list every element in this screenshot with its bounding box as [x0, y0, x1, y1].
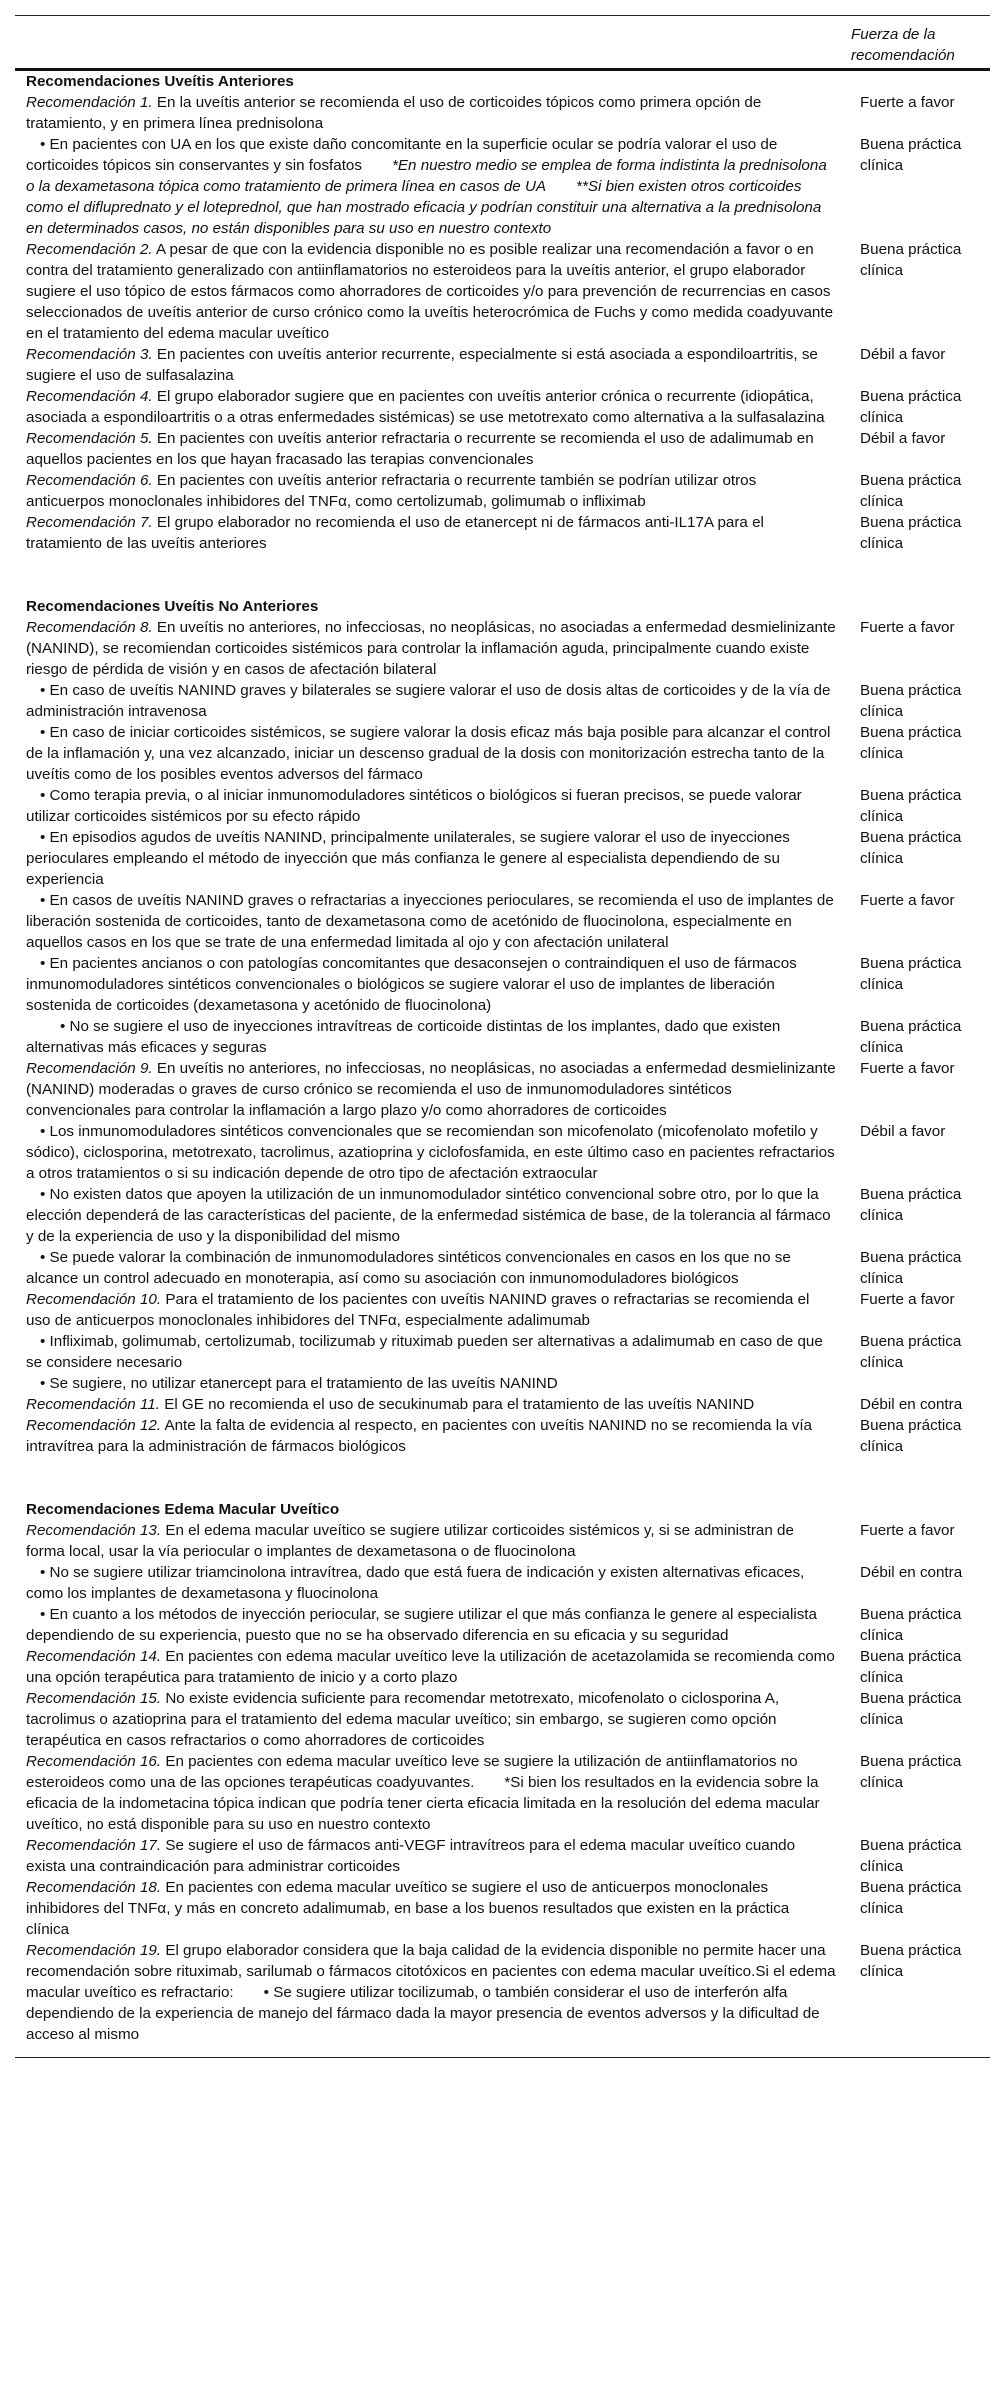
- bullet-row: [15, 1184, 990, 1247]
- bullet-row: [15, 827, 990, 890]
- strength-cell: [850, 1373, 990, 1394]
- bullet-row: [15, 890, 990, 953]
- spacer-row: [15, 554, 990, 596]
- recommendation-row: [15, 1940, 990, 2045]
- recommendation-row: [15, 1646, 990, 1688]
- recommendation-label: Recomendación 1.: [26, 94, 153, 111]
- strength-cell: Buena práctica clínica: [860, 1417, 962, 1455]
- strength-cell: Débil a favor: [860, 346, 946, 363]
- recommendation-row: [15, 1394, 990, 1415]
- strength-cell: Fuerte a favor: [860, 1060, 955, 1077]
- recommendation-label: Recomendación 4.: [26, 388, 153, 405]
- recommendation-label: Recomendación 5.: [26, 430, 153, 447]
- recommendation-text-cell: [15, 890, 850, 953]
- recommendation-text-cell: [15, 1940, 850, 2045]
- section-heading-row: [15, 596, 990, 617]
- recommendation-row: [15, 617, 990, 680]
- strength-cell: Débil en contra: [860, 1396, 963, 1413]
- recommendation-text-cell: [15, 722, 850, 785]
- strength-cell: Buena práctica clínica: [860, 1249, 962, 1287]
- recommendation-text: • Como terapia previa, o al iniciar inmunomoduladores sintéticos o biológicos si fueran precisos, se puede valorar utilizar corticoides sistémicos por su efecto rápido: [26, 787, 802, 825]
- recommendation-text: El grupo elaborador considera que la baja calidad de la evidencia disponible no permite hacer una recomendación sobre rituximab, sarilumab o fármacos citotóxicos en pacientes con edema macular uveítico.Si el edema macular uveítico es refractario:: [26, 1942, 836, 2001]
- strength-cell: Buena práctica clínica: [860, 682, 962, 720]
- bullet-row: [15, 1562, 990, 1604]
- recommendation-text-cell: [15, 827, 850, 890]
- recommendation-label: Recomendación 8.: [26, 619, 153, 636]
- strength-cell: Buena práctica clínica: [860, 241, 962, 279]
- recommendation-text: • Infliximab, golimumab, certolizumab, tocilizumab y rituximab pueden ser alternativas a adalimumab en caso de que se considere necesario: [26, 1333, 823, 1371]
- table-bottom-rule: [15, 2057, 990, 2058]
- recommendation-text: En pacientes con edema macular uveítico leve la utilización de acetazolamida se recomienda como una opción terapéutica para tratamiento de inicio y a corto plazo: [26, 1648, 835, 1686]
- recommendation-note: *En nuestro medio se emplea de forma indistinta la prednisolona o la dexametasona tópica como tratamiento de primera línea en casos de UA: [26, 157, 827, 195]
- strength-cell: Buena práctica clínica: [860, 1606, 962, 1644]
- recommendation-text-cell: [15, 1058, 850, 1121]
- recommendation-text: El grupo elaborador no recomienda el uso de etanercept ni de fármacos anti-IL17A para el tratamiento de las uveítis anteriores: [26, 514, 764, 552]
- strength-cell: Buena práctica clínica: [860, 787, 962, 825]
- recommendation-label: Recomendación 2.: [26, 241, 153, 258]
- recommendation-text-cell: [15, 1646, 850, 1688]
- strength-cell: Buena práctica clínica: [860, 1690, 962, 1728]
- bullet-row: [15, 785, 990, 827]
- recommendation-label: Recomendación 12.: [26, 1417, 162, 1434]
- recommendation-label: Recomendación 11.: [26, 1396, 160, 1413]
- bullet-row: [15, 680, 990, 722]
- strength-cell: Fuerte a favor: [860, 892, 955, 909]
- recommendation-row: [15, 344, 990, 386]
- strength-cell: Fuerte a favor: [860, 1522, 955, 1539]
- recommendation-text: • No se sugiere utilizar triamcinolona intravítrea, dado que está fuera de indicación y existen alternativas eficaces, como los implantes de dexametasona y fluocinolona: [26, 1564, 805, 1602]
- recommendation-text: Para el tratamiento de los pacientes con uveítis NANIND graves o refractarias se recomienda el uso de anticuerpos monoclonales inhibidores del TNFα, especialmente adalimumab: [26, 1291, 810, 1329]
- section-heading: Recomendaciones Uveítis No Anteriores: [26, 598, 319, 615]
- strength-cell: [850, 1499, 990, 1520]
- table-body: [15, 71, 990, 2045]
- recommendation-text-cell: [15, 512, 850, 554]
- recommendation-text-cell: [15, 785, 850, 827]
- recommendation-text: A pesar de que con la evidencia disponible no es posible realizar una recomendación a favor o en contra del tratamiento generalizado con antiinflamatorios no esteroideos para la uveítis anterior, el grupo elaborador sugiere el uso tópico de estos fármacos como ahorradores de corticoides y/o para prevención de recurrencias en casos seleccionados de uveítis anterior de curso crónico como la uveítis heterocrómica de Fuchs y como medida coadyuvante en el tratamiento del edema macular uveítico: [26, 241, 834, 342]
- recommendation-text: • En caso de iniciar corticoides sistémicos, se sugiere valorar la dosis eficaz más baja posible para alcanzar el control de la inflamación y, una vez alcanzado, iniciar un descenso gradual de la dosis con monitorización estrecha tanto de la uveítis como de los posibles eventos adversos del fármaco: [26, 724, 831, 783]
- recommendation-text: En uveítis no anteriores, no infecciosas, no neoplásicas, no asociadas a enfermedad desmielinizante (NANIND), se recomiendan corticoides sistémicos para controlar la inflamación aguda, principalmente cuando existe riesgo de pérdida de visión y en casos de afectación bilateral: [26, 619, 836, 678]
- recommendation-note: *Si bien los resultados en la evidencia sobre la eficacia de la indometacina tópica indican que podría tener cierta eficacia limitada en la resolución del edema macular uveítico, no está disponible para su uso en nuestro contexto: [26, 1774, 820, 1833]
- recommendation-note: **Si bien existen otros corticoides como el difluprednato y el loteprednol, que han mostrado eficacia y podrían constituir una alternativa a la prednisolona en determinados casos, no están disponibles para su uso en nuestro contexto: [26, 178, 822, 237]
- recommendation-label: Recomendación 7.: [26, 514, 153, 531]
- recommendation-text: No existe evidencia suficiente para recomendar metotrexato, micofenolato o ciclosporina A, tacrolimus o azatioprina para el tratamiento del edema macular uveítico; sin embargo, se sugieren como opción terapéutica en casos refractarios o como ahorradores de corticoides: [26, 1690, 780, 1749]
- recommendation-text-cell: [15, 1499, 850, 1520]
- recommendation-text-cell: [15, 1877, 850, 1940]
- recommendation-label: Recomendación 9.: [26, 1060, 153, 1077]
- recommendation-label: Recomendación 13.: [26, 1522, 162, 1539]
- recommendation-row: [15, 1835, 990, 1877]
- table-header: [15, 16, 990, 71]
- recommendation-text: En la uveítis anterior se recomienda el uso de corticoides tópicos como primera opción de tratamiento, y en primera línea prednisolona: [26, 94, 762, 132]
- recommendation-text: • En casos de uveítis NANIND graves o refractarias a inyecciones perioculares, se recomienda el uso de implantes de liberación sostenida de corticoides, tanto de dexametasona como de acetónido de fluocinolona, especialmente en aquellos casos en los que se trate de una enfermedad limitada al ojo y con afectación unilateral: [26, 892, 834, 951]
- recommendation-text: • No existen datos que apoyen la utilización de un inmunomodulador sintético convencional sobre otro, por lo que la elección dependerá de las características del paciente, de la enfermedad sistémica de base, de la tolerancia al fármaco y de la experiencia de uso y la disponibilidad del mismo: [26, 1186, 831, 1245]
- recommendation-row: [15, 386, 990, 428]
- strength-cell: Buena práctica clínica: [860, 1837, 962, 1875]
- strength-cell: Buena práctica clínica: [860, 1753, 962, 1791]
- recommendation-text-cell: [15, 596, 850, 617]
- recommendation-row: [15, 1058, 990, 1121]
- recommendation-text: En el edema macular uveítico se sugiere utilizar corticoides sistémicos y, si se administran de forma local, usar la vía periocular o implantes de dexametasona o de fluocinolona: [26, 1522, 794, 1560]
- strength-cell: Buena práctica clínica: [860, 1648, 962, 1686]
- recommendation-text-cell: [15, 428, 850, 470]
- strength-cell: Buena práctica clínica: [860, 724, 962, 762]
- bullet-row: [15, 722, 990, 785]
- bullet-row: [15, 953, 990, 1016]
- strength-cell: Buena práctica clínica: [860, 1018, 962, 1056]
- recommendation-text-cell: [15, 1835, 850, 1877]
- recommendation-text: • En episodios agudos de uveítis NANIND, principalmente unilaterales, se sugiere valorar el uso de inyecciones perioculares empleando el método de inyección que más confianza le genere al especialista dependiendo de su experiencia: [26, 829, 790, 888]
- recommendation-text-cell: [15, 1016, 850, 1058]
- recommendation-row: [15, 1751, 990, 1835]
- strength-cell: Buena práctica clínica: [860, 514, 962, 552]
- recommendation-text-cell: [15, 1520, 850, 1562]
- strength-cell: Buena práctica clínica: [860, 1879, 962, 1917]
- strength-cell: Buena práctica clínica: [860, 136, 962, 174]
- recommendation-text-cell: [15, 1562, 850, 1604]
- section-heading: Recomendaciones Uveítis Anteriores: [26, 73, 294, 90]
- bullet-row: [15, 1247, 990, 1289]
- recommendation-text: El grupo elaborador sugiere que en pacientes con uveítis anterior crónica o recurrente (idiopática, asociada a espondiloartritis o a otras enfermedades sistémicas) se use metotrexato como alternativa a la sulfasalazina: [26, 388, 825, 426]
- strength-cell: Buena práctica clínica: [860, 1333, 962, 1371]
- strength-cell: Buena práctica clínica: [860, 955, 962, 993]
- recommendation-label: Recomendación 6.: [26, 472, 153, 489]
- recommendation-text-cell: [15, 1373, 850, 1394]
- recommendation-text-cell: [15, 1331, 850, 1373]
- recommendation-text: • En cuanto a los métodos de inyección periocular, se sugiere utilizar el que más confianza le genere al especialista dependiendo de su experiencia, puesto que no se ha observado diferencia en su eficacia y su seguridad: [26, 1606, 817, 1644]
- recommendation-row: [15, 428, 990, 470]
- recommendation-label: Recomendación 19.: [26, 1942, 162, 1959]
- recommendation-label: Recomendación 15.: [26, 1690, 162, 1707]
- recommendation-text: • Se sugiere, no utilizar etanercept para el tratamiento de las uveítis NANIND: [40, 1375, 558, 1392]
- recommendation-label: Recomendación 10.: [26, 1291, 162, 1308]
- strength-cell: Fuerte a favor: [860, 1291, 955, 1308]
- recommendation-row: [15, 239, 990, 344]
- recommendation-text-cell: [15, 1184, 850, 1247]
- recommendation-row: [15, 1688, 990, 1751]
- bullet-row: [15, 134, 990, 239]
- recommendation-label: Recomendación 18.: [26, 1879, 162, 1896]
- recommendation-text: • En caso de uveítis NANIND graves y bilaterales se sugiere valorar el uso de dosis altas de corticoides y de la vía de administración intravenosa: [26, 682, 831, 720]
- recommendation-text: En pacientes con uveítis anterior refractaria o recurrente se recomienda el uso de adalimumab en aquellos pacientes en los que hayan fracasado las terapias convencionales: [26, 430, 814, 468]
- recommendation-text-cell: [15, 239, 850, 344]
- strength-cell: Buena práctica clínica: [860, 829, 962, 867]
- strength-column-header: Fuerza de la recomendación: [851, 26, 955, 64]
- recommendation-text-cell: [15, 1289, 850, 1331]
- bullet-row: [15, 1121, 990, 1184]
- strength-cell: [850, 71, 990, 92]
- recommendation-text: En pacientes con uveítis anterior recurrente, especialmente si está asociada a espondiloartritis, se sugiere el uso de sulfasalazina: [26, 346, 818, 384]
- recommendation-text-cell: [15, 344, 850, 386]
- recommendation-row: [15, 470, 990, 512]
- recommendation-text: En pacientes con edema macular uveítico leve se sugiere la utilización de antiinflamatorios no esteroideos como una de las opciones terapéuticas coadyuvantes.: [26, 1753, 798, 1791]
- recommendation-text-cell: [15, 1604, 850, 1646]
- strength-cell: Buena práctica clínica: [860, 388, 962, 426]
- bullet-row: [15, 1016, 990, 1058]
- recommendation-text: • No se sugiere el uso de inyecciones intravítreas de corticoide distintas de los implantes, dado que existen alternativas más eficaces y seguras: [26, 1018, 781, 1056]
- recommendation-text: En uveítis no anteriores, no infecciosas, no neoplásicas, no asociadas a enfermedad desmielinizante (NANIND) moderadas o graves de curso crónico se recomienda el uso de inmunomoduladores sintéticos convencionales para controlar la inflamación a largo plazo y/o como ahorradores de corticoides: [26, 1060, 836, 1119]
- recommendation-row: [15, 92, 990, 134]
- strength-cell: Débil a favor: [860, 1123, 946, 1140]
- section-heading-row: [15, 1499, 990, 1520]
- recommendation-text-cell: [15, 1247, 850, 1289]
- strength-cell: Débil en contra: [860, 1564, 963, 1581]
- recommendation-text-cell: [15, 1688, 850, 1751]
- recommendation-text: • Los inmunomoduladores sintéticos convencionales que se recomiendan son micofenolato (micofenolato mofetilo y sódico), ciclosporina, metotrexato, tacrolimus, azatioprina y ciclofosfamida, en este último caso en pacientes refractarios a otros tratamientos o si su indicación depende de otro tipo de afectación extraocular: [26, 1123, 835, 1182]
- recommendation-row: [15, 1415, 990, 1457]
- recommendation-text-cell: [15, 617, 850, 680]
- recommendation-row: [15, 512, 990, 554]
- recommendation-text-cell: [15, 1394, 850, 1415]
- strength-cell: Débil a favor: [860, 430, 946, 447]
- recommendation-label: Recomendación 3.: [26, 346, 153, 363]
- recommendation-text: • En pacientes ancianos o con patologías concomitantes que desaconsejen o contraindiquen el uso de fármacos inmunomoduladores sintéticos convencionales o biológicos se sugiere valorar el uso de implantes de liberación sostenida de corticoides (dexametasona y acetónido de fluocinolona): [26, 955, 797, 1014]
- recommendation-label: Recomendación 16.: [26, 1753, 162, 1770]
- recommendation-text: El GE no recomienda el uso de secukinumab para el tratamiento de las uveítis NANIND: [159, 1396, 755, 1413]
- recommendation-text: En pacientes con edema macular uveítico se sugiere el uso de anticuerpos monoclonales inhibidores del TNFα, y más en concreto adalimumab, en base a los buenos resultados que existen en la práctica clínica: [26, 1879, 790, 1938]
- recommendation-label: Recomendación 14.: [26, 1648, 162, 1665]
- recommendation-text: • Se puede valorar la combinación de inmunomoduladores sintéticos convencionales en casos en los que no se alcance un control adecuado en monoterapia, así como su asociación con inmunomoduladores biológicos: [26, 1249, 791, 1287]
- recommendation-text-cell: [15, 953, 850, 1016]
- recommendation-text-cell: [15, 680, 850, 722]
- recommendation-label: Recomendación 17.: [26, 1837, 162, 1854]
- strength-cell: Buena práctica clínica: [860, 1942, 962, 1980]
- strength-cell: [850, 596, 990, 617]
- recommendation-text: En pacientes con uveítis anterior refractaria o recurrente también se podrían utilizar otros anticuerpos monoclonales inhibidores del TNFα, como certolizumab, golimumab o infliximab: [26, 472, 757, 510]
- strength-cell: Fuerte a favor: [860, 619, 955, 636]
- strength-cell: Buena práctica clínica: [860, 472, 962, 510]
- recommendation-row: [15, 1289, 990, 1331]
- recommendation-text-cell: [15, 470, 850, 512]
- recommendation-text: Se sugiere el uso de fármacos anti-VEGF intravítreos para el edema macular uveítico cuando exista una contraindicación para administrar corticoides: [26, 1837, 796, 1875]
- recommendation-text-cell: [15, 134, 850, 239]
- recommendation-text-cell: [15, 386, 850, 428]
- recommendation-row: [15, 1520, 990, 1562]
- recommendation-text-cell: [15, 1415, 850, 1457]
- recommendation-text: Ante la falta de evidencia al respecto, en pacientes con uveítis NANIND no se recomienda la vía intravítrea para la administración de fármacos biológicos: [26, 1417, 812, 1455]
- recommendation-text-cell: [15, 92, 850, 134]
- spacer-row: [15, 1457, 990, 1499]
- bullet-row: [15, 1373, 990, 1394]
- recommendation-text-cell: [15, 1121, 850, 1184]
- recommendation-text: • En pacientes con UA en los que existe daño concomitante en la superficie ocular se podría valorar el uso de corticoides tópicos sin conservantes y sin fosfatos: [26, 136, 778, 174]
- recommendation-row: [15, 1877, 990, 1940]
- section-heading-row: [15, 71, 990, 92]
- strength-cell: Fuerte a favor: [860, 94, 955, 111]
- bullet-row: [15, 1331, 990, 1373]
- bullet-row: [15, 1604, 990, 1646]
- recommendation-text-cell: [15, 71, 850, 92]
- recommendation-text-cell: [15, 1751, 850, 1835]
- recommendation-note: • Se sugiere utilizar tocilizumab, o también considerar el uso de interferón alfa dependiendo de la experiencia de manejo del fármaco dada la mayor presencia de eventos adversos y la dificultad de acceso al mismo: [26, 1984, 820, 2043]
- section-heading: Recomendaciones Edema Macular Uveítico: [26, 1501, 340, 1518]
- strength-cell: Buena práctica clínica: [860, 1186, 962, 1224]
